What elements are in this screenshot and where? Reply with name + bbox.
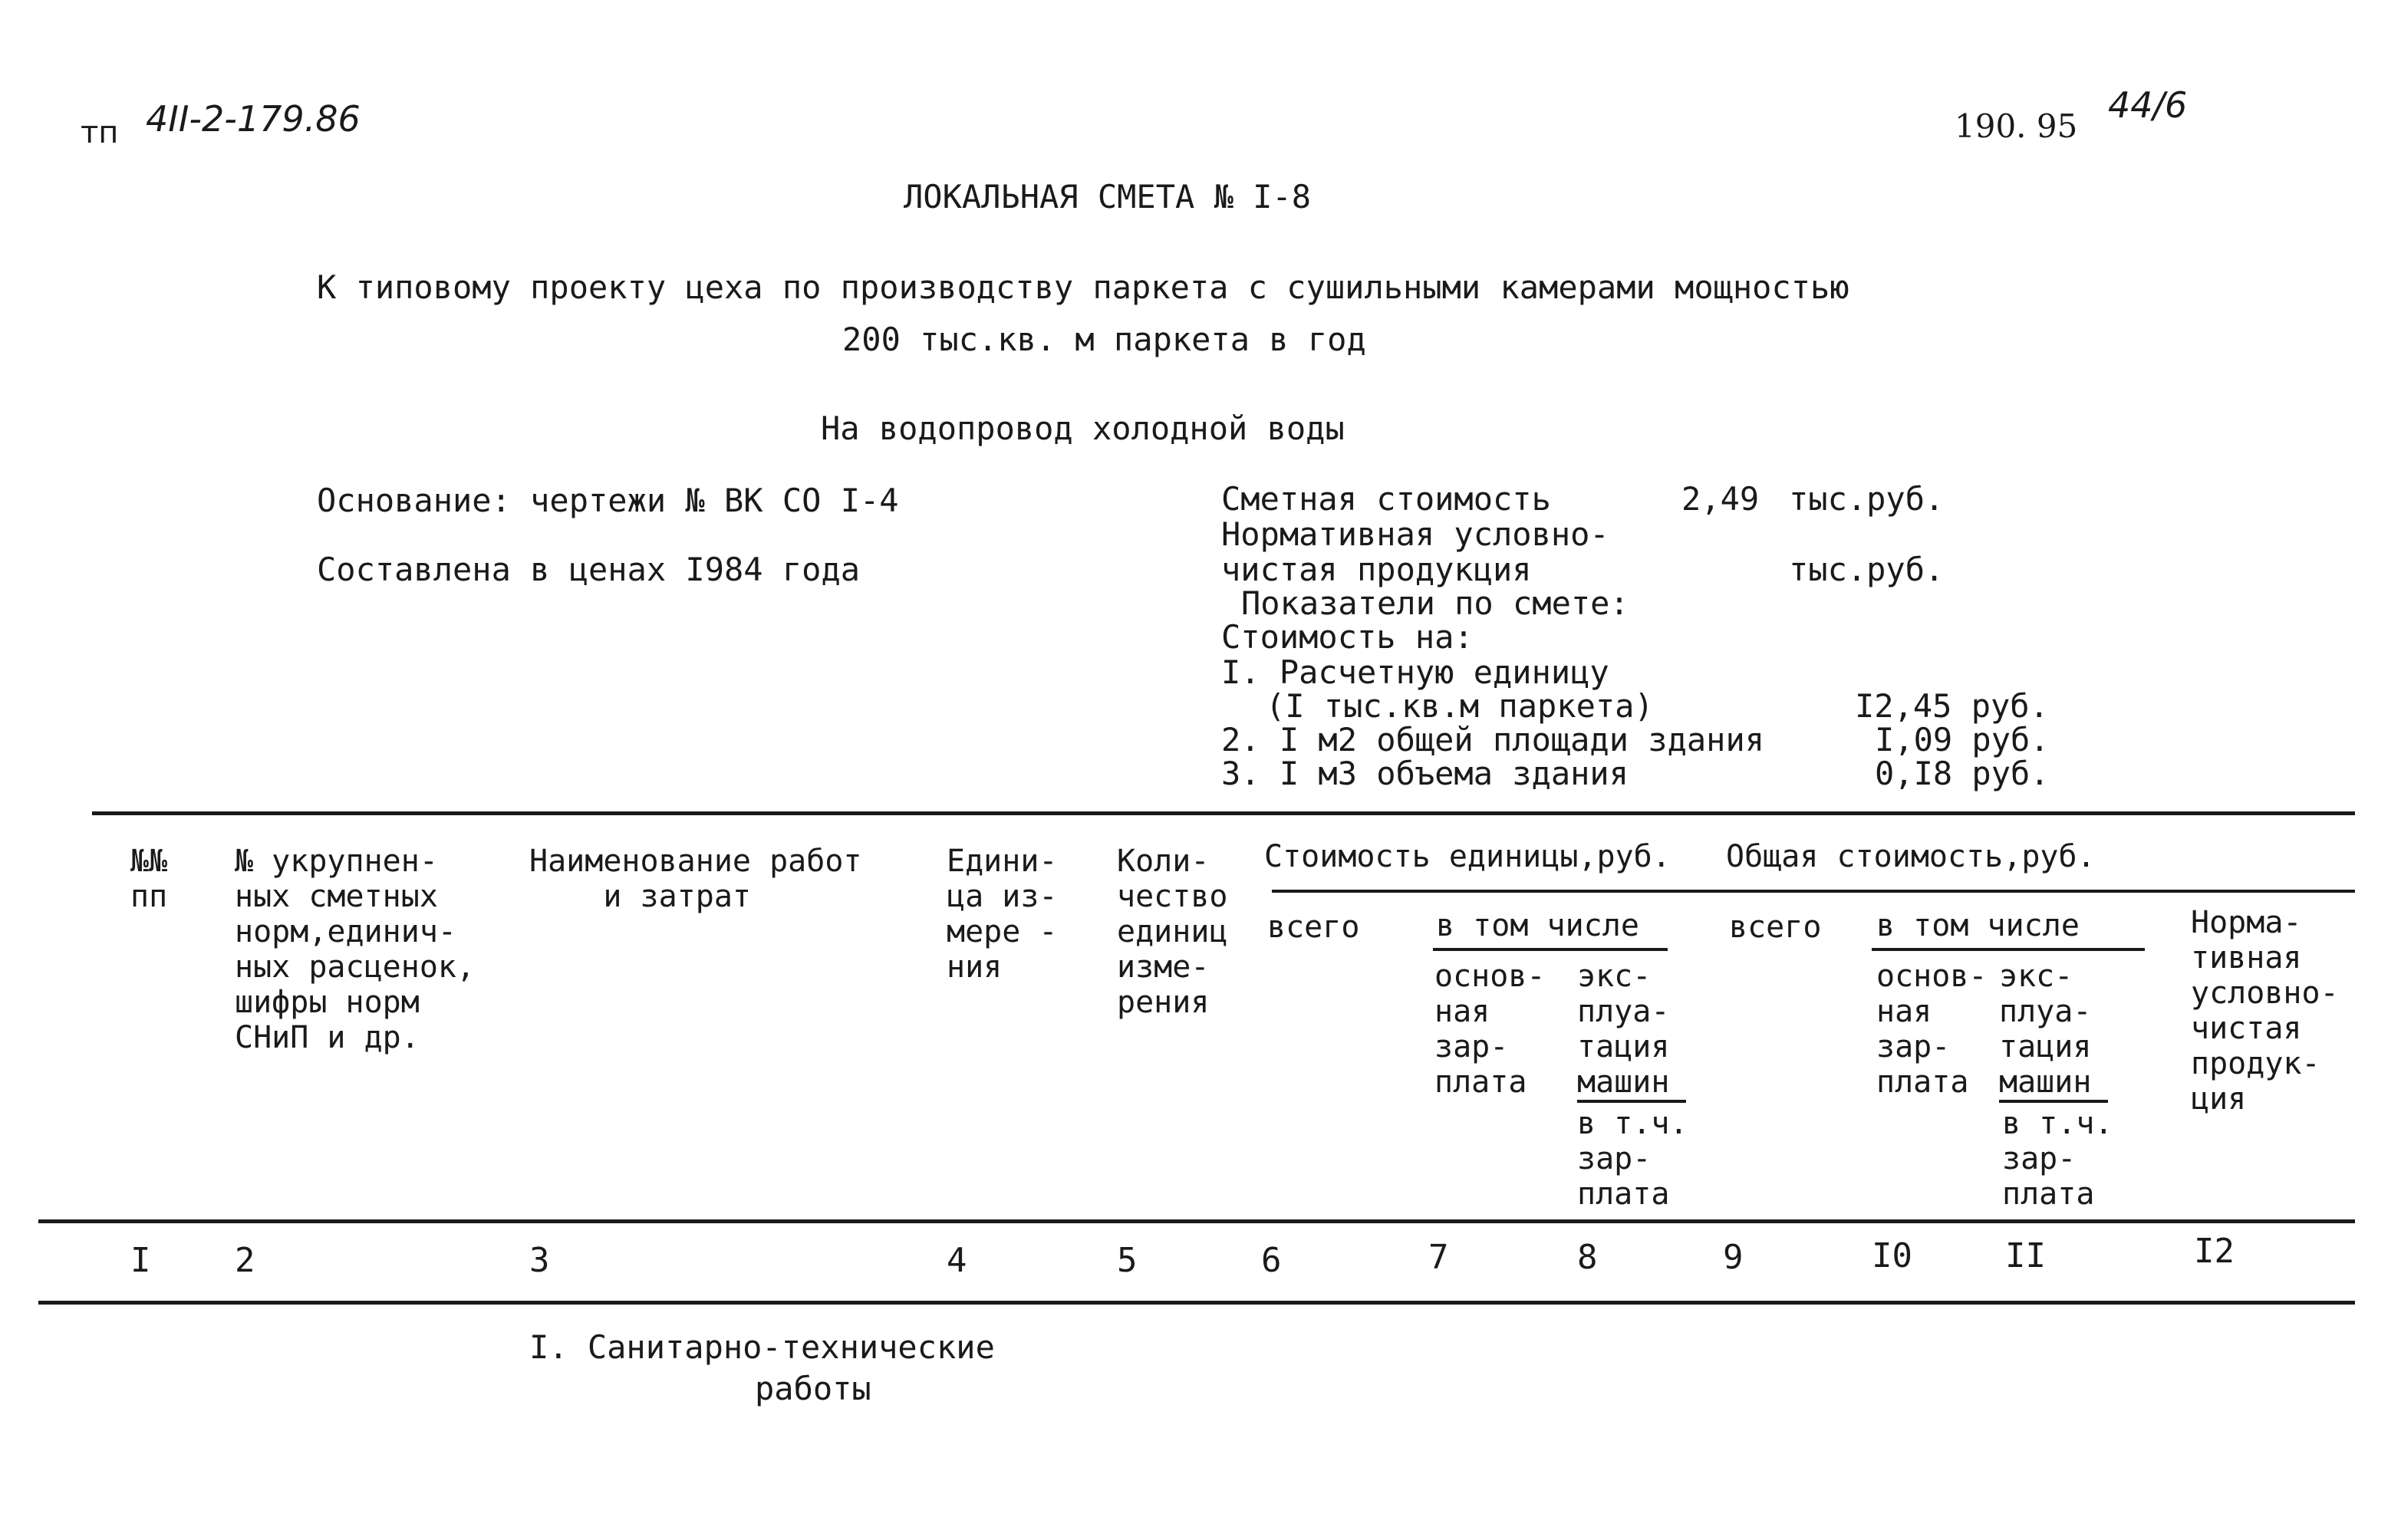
item2-value: I,09 руб.	[1875, 721, 2050, 758]
doc-code-handwritten: 4II-2-179.86	[146, 98, 361, 140]
col-number-11: II	[2005, 1236, 2046, 1275]
section-title: На водопровод холодной воды	[821, 410, 1345, 447]
document-title: ЛОКАЛЬНАЯ СМЕТА № I-8	[904, 178, 1312, 216]
col-number-2: 2	[235, 1241, 255, 1280]
col-number-12: I2	[2194, 1232, 2235, 1271]
table-numbers-bottom-rule	[38, 1301, 2355, 1305]
cost-on-label: Стоимость на:	[1221, 618, 1474, 656]
project-subtitle-line2: 200 тыс.кв. м паркета в год	[842, 321, 1366, 358]
doc-code-prefix: тп	[81, 115, 119, 150]
table-top-rule	[92, 811, 2355, 815]
estimated-cost-value: 2,49	[1681, 480, 1760, 518]
col-header-unit: Едини- ца из- мере - ния	[947, 844, 1058, 985]
col-header-number: №№ пп	[130, 844, 168, 914]
item3-label: 3. I м3 объема здания	[1221, 755, 1629, 792]
machines-rule-unit	[1577, 1100, 1686, 1103]
col-header-total-salary: основ- ная зар- плата	[1876, 959, 1988, 1100]
section-1-heading-line1: I. Санитарно-технические	[529, 1328, 995, 1366]
col-number-6: 6	[1261, 1241, 1282, 1280]
item1-label-2: (I тыс.кв.м паркета)	[1266, 687, 1654, 725]
col-header-total-machines: экс- плуа- тация машин	[1999, 959, 2092, 1100]
project-subtitle-line1: К типовому проекту цеха по производству паркета с сушильными камерами мощностью	[317, 268, 1849, 306]
unit-cost-group-header: Стоимость единицы,руб.	[1264, 839, 1671, 874]
col-header-total-machines-salary: в т.ч. зар- плата	[2002, 1106, 2113, 1212]
col-header-total: всего	[1729, 910, 1822, 945]
machines-rule-total	[1999, 1100, 2108, 1103]
col-number-10: I0	[1872, 1236, 1912, 1275]
indicators-label: Показатели по смете:	[1241, 584, 1629, 622]
col-header-quantity: Коли- чество единиц изме- рения	[1117, 844, 1228, 1020]
normative-label-2: чистая продукция	[1221, 551, 1532, 588]
table-header-bottom-rule	[38, 1219, 2355, 1223]
ref-number-typed: 190. 95	[1955, 107, 2078, 145]
prices-year-text: Составлена в ценах I984 года	[317, 551, 861, 588]
col-number-3: 3	[529, 1241, 550, 1280]
section-1-heading-line2: работы	[755, 1370, 871, 1407]
col-header-norm-code: № укрупнен- ных сметных норм,единич- ных расценок, шифры норм СНиП и др.	[235, 844, 476, 1055]
total-cost-group-header: Общая стоимость,руб.	[1726, 839, 2096, 874]
col-header-work-name: Наименование работ и затрат	[529, 844, 862, 914]
estimated-cost-unit: тыс.руб.	[1789, 480, 1945, 518]
col-number-5: 5	[1117, 1241, 1138, 1280]
col-header-unit-machines: экс- плуа- тация машин	[1577, 959, 1670, 1100]
col-header-unit-salary: основ- ная зар- плата	[1434, 959, 1546, 1100]
col-number-1: I	[130, 1241, 151, 1280]
col-number-7: 7	[1428, 1238, 1449, 1277]
incl-rule-total	[1872, 948, 2145, 951]
estimated-cost-label: Сметная стоимость	[1221, 480, 1551, 518]
incl-label-unit: в том числе	[1436, 908, 1639, 943]
col-header-normative-output: Норма- тивная условно- чистая продук- ция	[2191, 905, 2339, 1117]
col-number-4: 4	[947, 1241, 967, 1280]
item3-value: 0,I8 руб.	[1875, 755, 2050, 792]
col-header-unit-total: всего	[1267, 910, 1360, 945]
normative-label-1: Нормативная условно-	[1221, 515, 1609, 553]
incl-label-total: в том числе	[1876, 908, 2080, 943]
item2-label: 2. I м2 общей площади здания	[1221, 721, 1765, 758]
normative-unit: тыс.руб.	[1789, 551, 1945, 588]
basis-text: Основание: чертежи № ВК СО I-4	[317, 482, 899, 519]
col-number-9: 9	[1723, 1238, 1744, 1277]
item1-label-1: I. Расчетную единицу	[1221, 653, 1609, 691]
col-number-8: 8	[1577, 1238, 1598, 1277]
cost-group-rule	[1272, 890, 2355, 893]
incl-rule-unit	[1433, 948, 1668, 951]
col-header-unit-machines-salary: в т.ч. зар- плата	[1577, 1106, 1688, 1212]
item1-value: I2,45 руб.	[1855, 687, 2049, 725]
ref-number-handwritten: 44/6	[2108, 84, 2188, 126]
